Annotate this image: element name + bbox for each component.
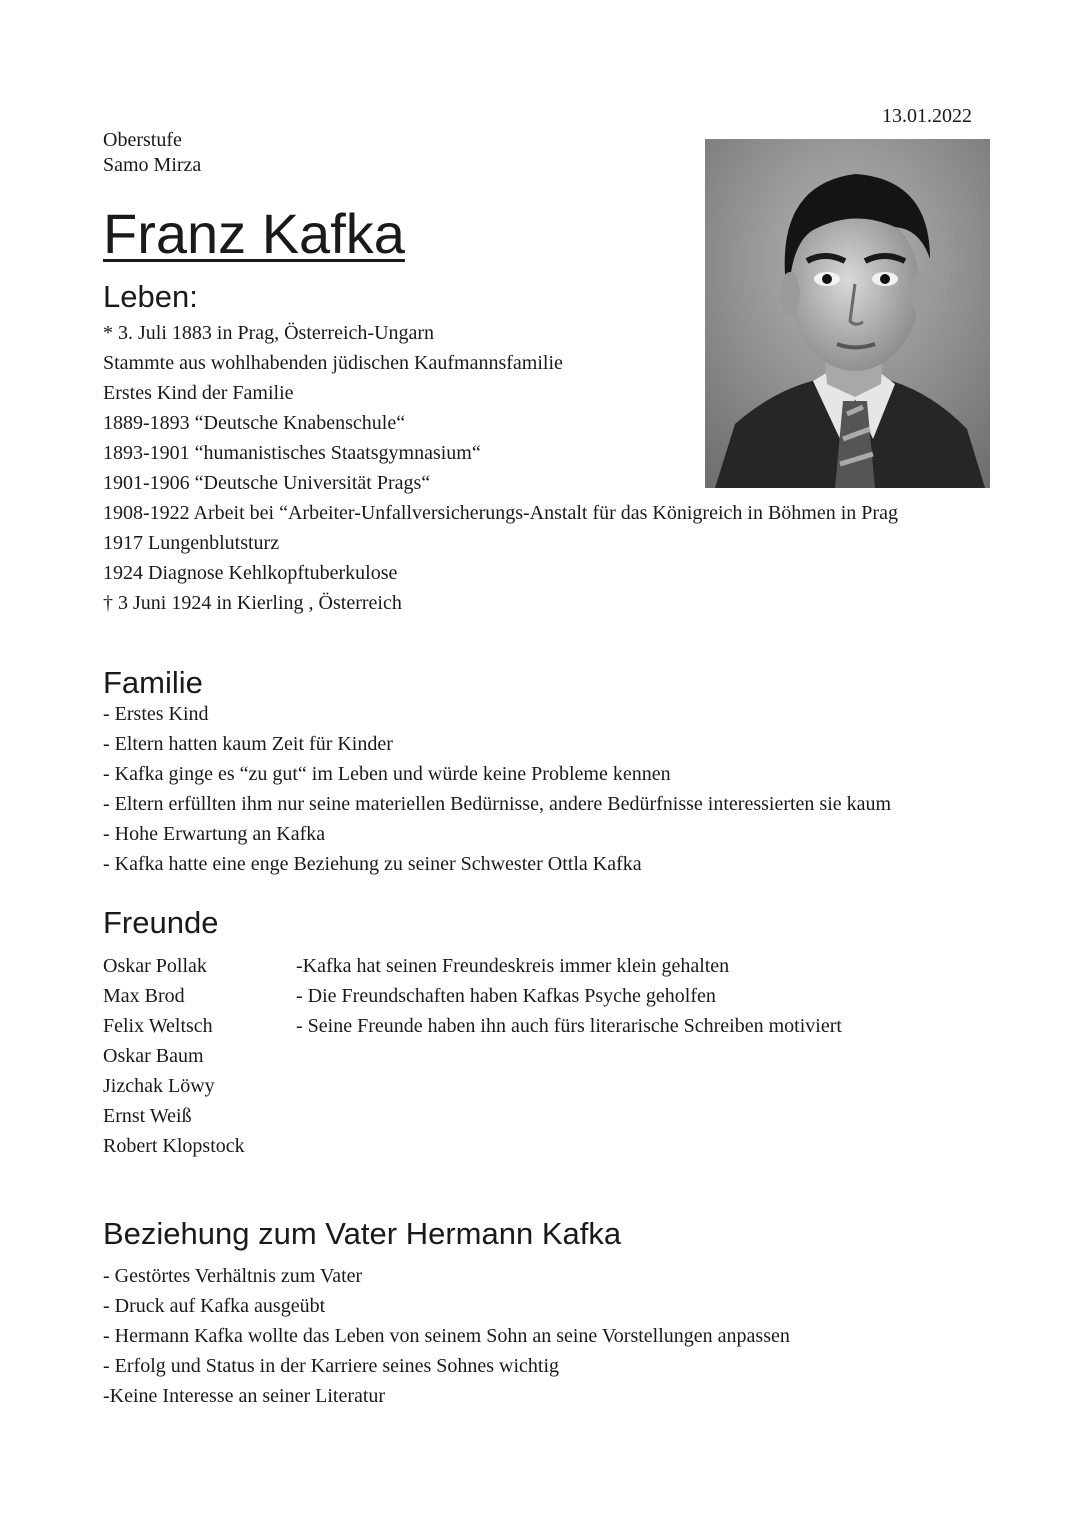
document-meta [103,128,201,178]
list-item: * 3. Juli 1883 in Prag, Österreich-Ungarn [103,322,435,344]
document-date: 13.01.2022 [882,105,972,127]
section-heading-freunde: Freunde [103,905,219,940]
freunde-notes-list [296,951,842,1041]
friend-name: Jizchak Löwy [103,1075,215,1097]
list-item: - Erstes Kind [103,703,209,725]
section-heading-leben: Leben: [103,279,198,314]
section-heading-vater: Beziehung zum Vater Hermann Kafka [103,1216,622,1251]
list-item: - Seine Freunde haben ihn auch fürs literarische Schreiben motiviert [296,1015,842,1037]
class-level: Oberstufe [103,129,182,151]
list-item: - Kafka hatte eine enge Beziehung zu seiner Schwester Ottla Kafka [103,853,642,875]
list-item: 1889-1893 “Deutsche Knabenschule“ [103,412,406,434]
list-item: 1908-1922 Arbeit bei “Arbeiter-Unfallversicherungs-Anstalt für das Königreich in Böhmen in Prag [103,502,898,524]
list-item: - Hermann Kafka wollte das Leben von seinem Sohn an seine Vorstellungen anpassen [103,1325,790,1347]
friend-name: Robert Klopstock [103,1135,245,1157]
section-heading-familie: Familie [103,665,203,700]
list-item: - Die Freundschaften haben Kafkas Psyche geholfen [296,985,716,1007]
list-item: - Eltern erfüllten ihm nur seine materiellen Bedürnisse, andere Bedürfnisse interessierten sie kaum [103,793,892,815]
list-item: - Hohe Erwartung an Kafka [103,823,326,845]
friend-name: Oskar Baum [103,1045,204,1067]
list-item: - Erfolg und Status in der Karriere seines Sohnes wichtig [103,1355,560,1377]
author-name: Samo Mirza [103,154,202,176]
list-item: Erstes Kind der Familie [103,382,294,404]
list-item: Stammte aus wohlhabenden jüdischen Kaufmannsfamilie [103,352,563,374]
leben-list [103,318,898,618]
vater-list [103,1261,790,1411]
page-title: Franz Kafka [103,202,405,265]
list-item: -Keine Interesse an seiner Literatur [103,1385,386,1407]
list-item: - Kafka ginge es “zu gut“ im Leben und würde keine Probleme kennen [103,763,671,785]
freunde-names-list [103,951,245,1161]
list-item: 1917 Lungenblutsturz [103,532,280,554]
list-item: 1893-1901 “humanistisches Staatsgymnasium“ [103,442,481,464]
friend-name: Oskar Pollak [103,955,207,977]
friend-name: Max Brod [103,985,185,1007]
friend-name: Ernst Weiß [103,1105,192,1127]
list-item: 1901-1906 “Deutsche Universität Prags“ [103,472,431,494]
friend-name: Felix Weltsch [103,1015,213,1037]
list-item: - Gestörtes Verhältnis zum Vater [103,1265,363,1287]
familie-list [103,699,891,879]
list-item: -Kafka hat seinen Freundeskreis immer klein gehalten [296,955,730,977]
list-item: - Eltern hatten kaum Zeit für Kinder [103,733,393,755]
list-item: - Druck auf Kafka ausgeübt [103,1295,326,1317]
list-item: 1924 Diagnose Kehlkopftuberkulose [103,562,398,584]
list-item: † 3 Juni 1924 in Kierling , Österreich [103,592,402,614]
